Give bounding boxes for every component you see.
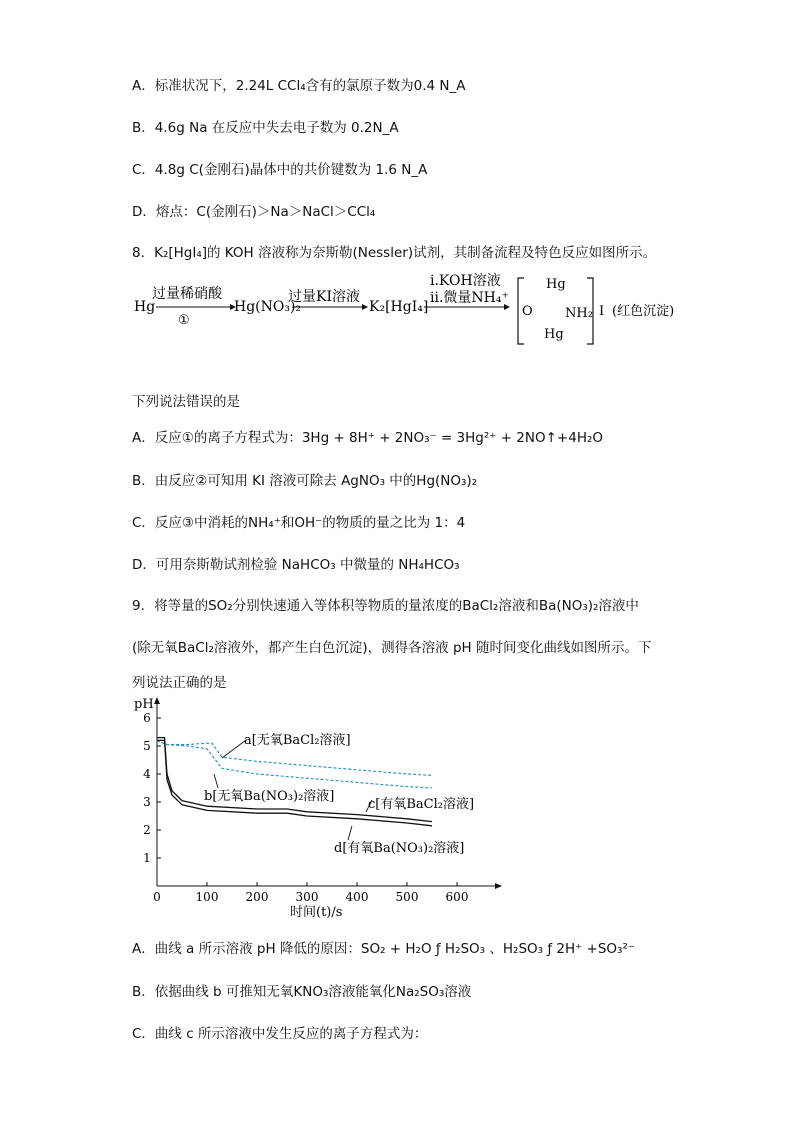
- flow-intermediate-1: Hg(NO₃)₂: [234, 299, 302, 315]
- y-tick-label: 2: [143, 823, 151, 837]
- x-axis-label: 时间(t)/s: [290, 905, 343, 920]
- arrow-2-head: [362, 304, 368, 310]
- y-axis-label: pH: [134, 697, 154, 712]
- y-tick-label: 3: [143, 795, 151, 809]
- flow-step2-reagent: 过量KI溶液: [288, 289, 360, 305]
- y-tick-label: 1: [143, 851, 151, 865]
- option-c-prev: C．4.8g C(金刚石)晶体中的共价键数为 1.6 N_A: [132, 162, 428, 178]
- x-tick-label: 600: [445, 890, 469, 904]
- option-b-prev: B．4.6g Na 在反应中失去电子数为 0.2N_A: [132, 120, 399, 136]
- label-series-d: d[有氧Ba(NO₃)₂溶液]: [334, 841, 465, 856]
- option-8a-prev: A．标准状况下，2.24L CCl₄含有的氯原子数为0.4 N_A: [132, 78, 466, 94]
- flow-step1-reagent: 过量稀硝酸: [152, 286, 222, 302]
- product-note: (红色沉淀): [612, 304, 675, 319]
- product-iodide: I: [599, 304, 605, 319]
- x-tick-label: 500: [395, 890, 419, 904]
- leader-b: [214, 774, 218, 788]
- option-9b: B．依据曲线 b 可推知无氧KNO₃溶液能氧化Na₂SO₃溶液: [132, 984, 472, 1000]
- flow-svg: [134, 268, 714, 358]
- question-8-prompt: 下列说法错误的是: [132, 394, 240, 410]
- option-9a: A．曲线 a 所示溶液 pH 降低的原因：SO₂ + H₂O ƒ H₂SO₃ 、H₂SO₃ ƒ 2H⁺ +SO₃²⁻: [132, 941, 635, 957]
- leader-d: [348, 826, 352, 840]
- x-tick-label: 200: [245, 890, 269, 904]
- option-9c: C．曲线 c 所示溶液中发生反应的离子方程式为：: [132, 1026, 428, 1042]
- product-nh2: NH₂: [565, 306, 593, 321]
- curve-d: [157, 740, 432, 825]
- question-9-line-3: 列说法正确的是: [132, 675, 227, 691]
- ph-time-chart: [128, 692, 508, 922]
- x-tick-label: 100: [195, 890, 219, 904]
- question-9-line-2: (除无氧BaCl₂溶液外，都产生白色沉淀)，测得各溶液 pH 随时间变化曲线如图所示。下: [132, 640, 652, 656]
- flow-step1-number: ①: [178, 313, 190, 328]
- preparation-flow-diagram: [134, 268, 714, 358]
- question-9-line-1: 9．将等量的SO₂分别快速通入等体积等物质的量浓度的BaCl₂溶液和Ba(NO₃)₂溶液中: [132, 598, 639, 614]
- option-d-prev: D．熔点：C(金刚石)＞Na＞NaCl＞CCl₄: [132, 204, 376, 220]
- option-8d: D．可用奈斯勒试剂检验 NaHCO₃ 中微量的 NH₄HCO₃: [132, 557, 460, 573]
- x-tick-label: 300: [295, 890, 319, 904]
- y-tick-label: 6: [143, 711, 151, 725]
- y-tick-label: 4: [143, 767, 151, 781]
- flow-intermediate-2: K₂[HgI₄]: [369, 299, 429, 315]
- y-axis-arrow: [154, 697, 160, 704]
- option-8c: C．反应③中消耗的NH₄⁺和OH⁻的物质的量之比为 1：4: [132, 515, 466, 531]
- flow-step3-reagent-1: i.KOH溶液: [430, 273, 501, 289]
- flow-start: Hg: [134, 299, 156, 315]
- x-tick-label: 0: [153, 890, 161, 904]
- option-8a: A．反应①的离子方程式为：3Hg + 8H⁺ + 2NO₃⁻ = 3Hg²⁺ + 2NO↑+4H₂O: [132, 430, 604, 446]
- label-series-c: c[有氧BaCl₂溶液]: [368, 797, 475, 812]
- label-series-a: a[无氧BaCl₂溶液]: [244, 733, 351, 748]
- y-tick-label: 5: [143, 739, 151, 753]
- question-8: 8．K₂[HgI₄]的 KOH 溶液称为奈斯勒(Nessler)试剂，其制备流程及特色反应如图所示。: [132, 245, 657, 261]
- product-hg-bottom: Hg: [544, 327, 564, 342]
- x-axis-arrow: [495, 883, 502, 889]
- label-series-b: b[无氧Ba(NO₃)₂溶液]: [204, 789, 335, 804]
- flow-step3-reagent-2: ii.微量NH₄⁺: [430, 290, 509, 306]
- product-o: O: [522, 304, 533, 319]
- leader-a: [222, 740, 246, 758]
- option-8b: B．由反应②可知用 KI 溶液可除去 AgNO₃ 中的Hg(NO₃)₂: [132, 473, 478, 489]
- product-hg-top: Hg: [546, 277, 566, 292]
- x-tick-label: 400: [345, 890, 369, 904]
- ph-chart-svg: [128, 692, 508, 922]
